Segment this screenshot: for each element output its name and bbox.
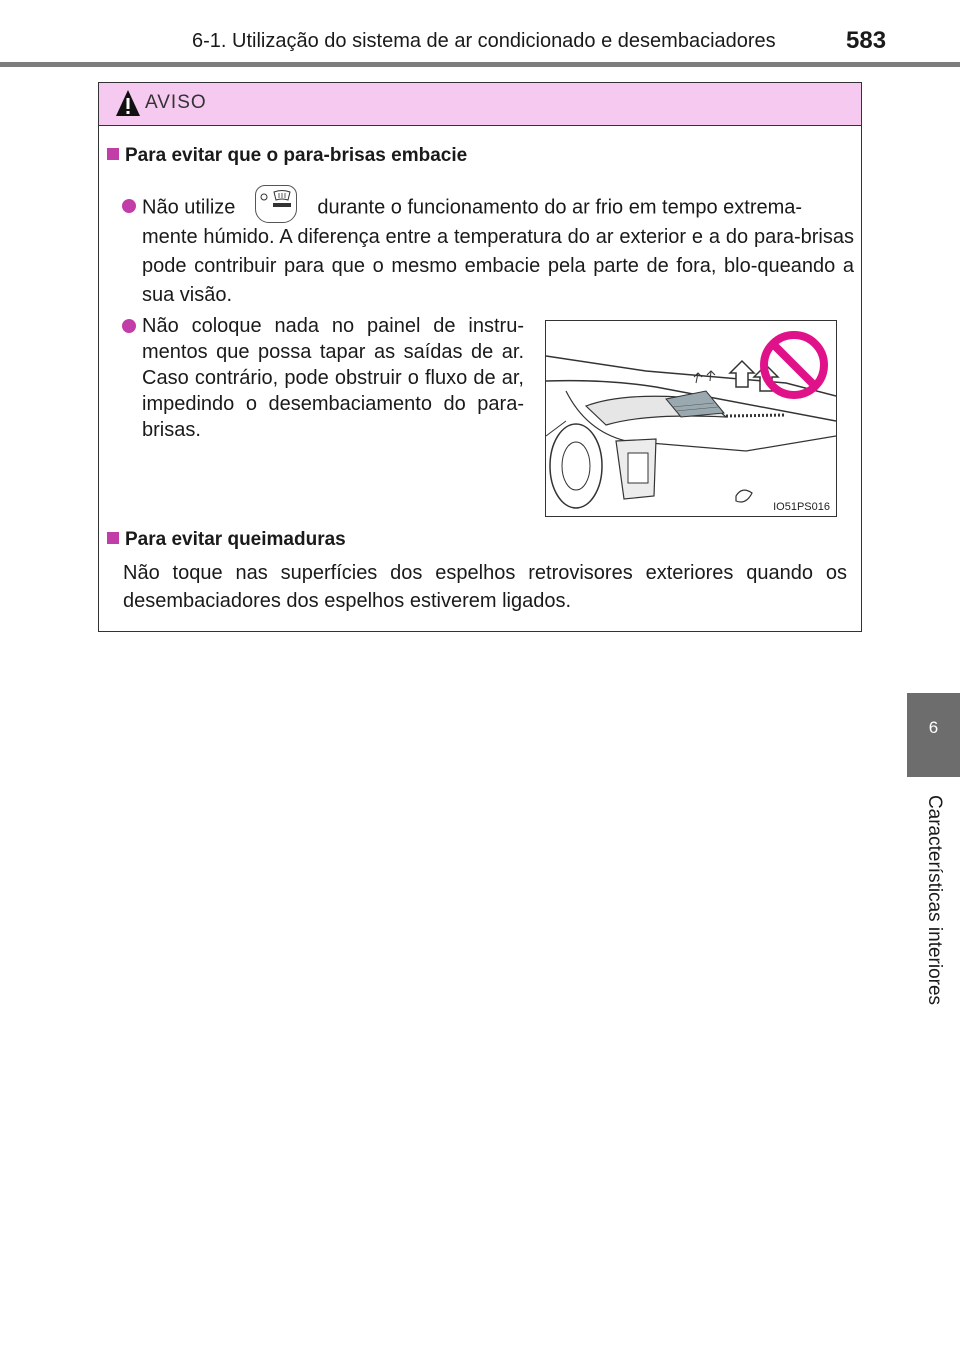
bullet1-after-icon: durante o funcionamento do ar frio em tempo extrema-	[317, 196, 803, 219]
side-tab	[907, 693, 960, 777]
page-number: 583	[846, 27, 887, 54]
illustration-code: IO51PS016	[773, 501, 830, 513]
bullet2	[122, 313, 524, 443]
bullet2-text: Não coloque nada no painel de instru-mentos que possa tapar as saídas de ar. Caso contrário, pode obstruir o fluxo de ar, impedindo o desembaciamento do para-brisas.	[142, 315, 524, 441]
section2-heading-text: Para evitar queimaduras	[125, 529, 346, 550]
square-bullet-icon	[107, 148, 119, 160]
side-label: Características interiores	[924, 794, 945, 1006]
bullet1-rest: mente húmido. A diferença entre a temperatura do ar exterior e a do para-brisas pode contribuir para que o mesmo embacie pela parte de fora, blo-queando a sua visão.	[142, 226, 854, 306]
square-bullet-icon	[107, 532, 119, 544]
header-title: 6-1. Utilização do sistema de ar condicionado e desembaciadores	[192, 30, 776, 52]
front-defroster-button-icon	[255, 185, 297, 223]
section2-text: Não toque nas superfícies dos espelhos retrovisores exteriores quando os desembaciadores dos espelhos estiverem ligados.	[123, 562, 847, 612]
section1-heading-text: Para evitar que o para-brisas embacie	[125, 145, 468, 166]
round-bullet-icon	[122, 319, 136, 333]
warning-box	[98, 82, 862, 632]
side-tab-number: 6	[928, 718, 939, 737]
warning-title: AVISO	[145, 92, 207, 113]
bullet1	[122, 193, 854, 310]
dashboard-illustration	[545, 320, 837, 517]
header-rule	[0, 62, 960, 67]
section2-heading	[107, 529, 346, 551]
warning-header	[99, 83, 861, 126]
warning-triangle-icon	[115, 88, 141, 118]
round-bullet-icon	[122, 199, 136, 213]
bullet1-before-icon: Não utilize	[142, 196, 236, 219]
section1-heading	[107, 145, 467, 167]
